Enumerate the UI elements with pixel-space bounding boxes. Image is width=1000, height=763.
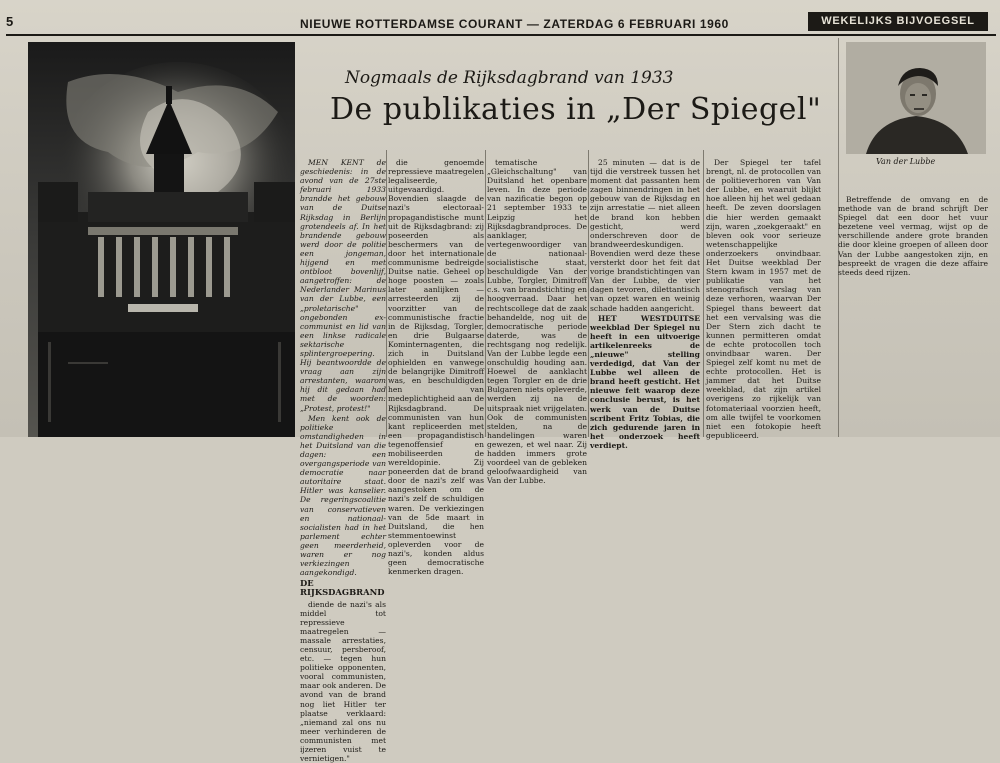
paragraph: Men kent ook de politieke omstandigheden in het Duitsland van die dagen: een overgangsperiode van democratie naar autoritaire staat. Hitler was kanselier. De regeringscoalitie van conservatieven en nationaal-socialisten had in het parlement echter geen meerderheid, waren er nog verkiezingen aangekondigd. [300,414,386,578]
article-headline: De publikaties in „Der Spiegel" [330,92,830,127]
lead-paragraph: MEN KENT de geschiedenis: in de avond van de 27ste februari 1933 brandde het gebouw van de Duitse Rijksdag in Berlijn grotendeels af. In het brandende gebouw werd door de politie een jongeman, hijgend en met ontbloot bovenlijf, aangetroffen: de Nederlander Marinus van der Lubbe, een „proletarische" ongebonden ex-communist en lid van een linkse radicale sektarische splintergroepering. Hij beantwoordde de vraag aan zijn arrestanten, waarom hij dit gedaan had met de woorden: „Protest, protest!" [300,158,386,413]
paragraph: tematische „Gleichschaltung" van Duitsland het openbare leven. In deze periode van nazificatie begon op 21 september 1933 te Leipzig het Rijksdagbrandproces. De aanklager, vertegenwoordiger van de nationaal-socialistische staat, beschuldigde Van der Lubbe, Torgler, Dimitroff c.s. van brandstichting en hoogverraad. Daar het rechtscollege dat de zaak behandelde, nog uit de democratische periode daterde, was de rechtsgang nog redelijk. Van der Lubbe legde een onschuldig houding aan. Hoewel de aanklacht tegen Torgler en de drie Bulgaren niets opleverde, werden zij na de uitspraak niet vrijgelaten. Ook de communisten stelden, na de handelingen waren gewezen, et wel naar. Zij hadden immers grote voordeel van de gebleken geloofwaardigheid van Van der Lubbe. [487,158,587,485]
column-rule [485,150,486,437]
photo-caption: Van der Lubbe [876,157,935,166]
paragraph: Der Spiegel ter tafel brengt, nl. de protocollen van de politieverhoren van Van der Lubbe, en waaruit blijkt hoe alleen hij het wel gedaan heeft. De zeven doorslagen die hier werden gemaakt zijn, waren „zoekgeraakt" en bleven ook voor serieuze wetenschappelijke onderzoekers onvindbaar. Het Duitse weekblad Der Stern kwam in 1957 met de publikatie van het stenografisch verslag van deze verhoren, waarvan Der Spiegel thans beweert dat het een vervalsing was die Der Stern zich dacht te kunnen permitteren omdat de echte protocollen toch onvindbaar waren. Der Spiegel zelf komt nu met de echte protocollen. Het is jammer dat het Duitse weekblad, dat zijn artikel overigens zo rijkelijk van fotomateriaal voorzien heeft, om alle twijfel te voorkomen niet een fotokopie heeft gepubliceerd. [706,158,821,440]
section-label: WEKELIJKS BIJVOEGSEL [808,12,988,31]
page-number: 5 [6,14,13,29]
column-2 [388,158,484,437]
running-head: NIEUWE ROTTERDAMSE COURANT — ZATERDAG 6 FEBRUARI 1960 [300,17,729,31]
article-kicker: Nogmaals de Rijksdagbrand van 1933 [345,68,705,88]
paragraph: die genoemde repressieve maatregelen legaliseerde, uitgevaardigd. Bovendien slaagde de nazi's electoraal-propagandistische munt uit de Rijksdagbrand: zij poseerden als beschermers van de door het internationale communisme bedreigde Duitse natie. Geheel op hoge poosten — zoals later aanlijken — arresteerden zij de voorzitter van de communistische fractie in de Rijksdag, Torgler, en drie Bulgaarse Kominternagenten, die zich in Duitsland ophielden en vanwege de belangrijke Dimitroff was, en beschuldigden hen van medeplichtigheid aan de Rijksdagbrand. De communisten van hun kant repliceerden met een propagandistisch tegenoffensief en mobiliseerden de wereldopinie. Zij poneerden dat de brand door de nazi's zelf was aangestoken om de nazi's zelf de schuldigen waren. De verkiezingen van de 5de maart in Duitsland, die hen stemmentoewinst opleverden voor de nazi's, konden aldus geen democratische kenmerken dragen. [388,158,484,576]
column-rule [703,150,704,437]
paragraph: 25 minuten — dat is de tijd die verstreek tussen het moment dat passanten hem zagen binnendringen in het gebouw van de Rijksdag en zijn arrestatie — niet alleen de brand kon hebben gesticht, werd onderschreven door de brandweerdeskundigen. Bovendien werd deze these versterkt door het feit dat vorige brandstichtingen van Van der Lubbe, de vier dagen tevoren, dilettantisch van opzet waren en weinig schade hadden aangericht. [590,158,700,313]
subhead: DE RIJKSDAGBRAND [300,579,386,597]
reichstag-fire-photo [28,42,295,437]
masthead [0,0,1000,34]
van-der-lubbe-portrait [846,42,986,154]
column-rule [386,150,387,437]
column-1 [300,158,386,437]
column-3 [487,158,587,437]
paragraph: diende de nazi's als middel tot repressieve maatregelen — massale arrestaties, censuur, persberoof, etc. — tegen hun politieke opponenten, vooral communisten, maar ook anderen. De avond van de brand nog liet Hitler ter plaatse verklaard: „niemand zal ons nu meer verhinderen de communisten met ijzeren vuist te vernietigen." [300,600,386,763]
column-rule [588,150,589,437]
column-6 [838,195,988,437]
subhead-paragraph: HET WESTDUITSE weekblad Der Spiegel nu heeft in een uitvoerige artikelenreeks de „nieuwe" stelling verdedigd, dat Van der Lubbe wel alleen de brand heeft gesticht. Het nieuwe feit waarop deze conclusie berust, is het werk van de Duitse scribent Fritz Tobias, die zich gedurende jaren in het onderzoek heeft verdiept. [590,314,700,450]
paragraph: Betreffende de omvang en de methode van de brand schrijft Der Spiegel dat een door het vuur bezetene veel vermag, wijst op de verschillende andere grote branden die door kleine groepen of alleen door Van der Lubbe aangestoken zijn, en bespreekt de vragen die deze affaire steeds deed rijzen. [838,195,988,277]
column-5 [706,158,821,437]
masthead-rule [6,34,996,36]
column-4 [590,158,700,437]
